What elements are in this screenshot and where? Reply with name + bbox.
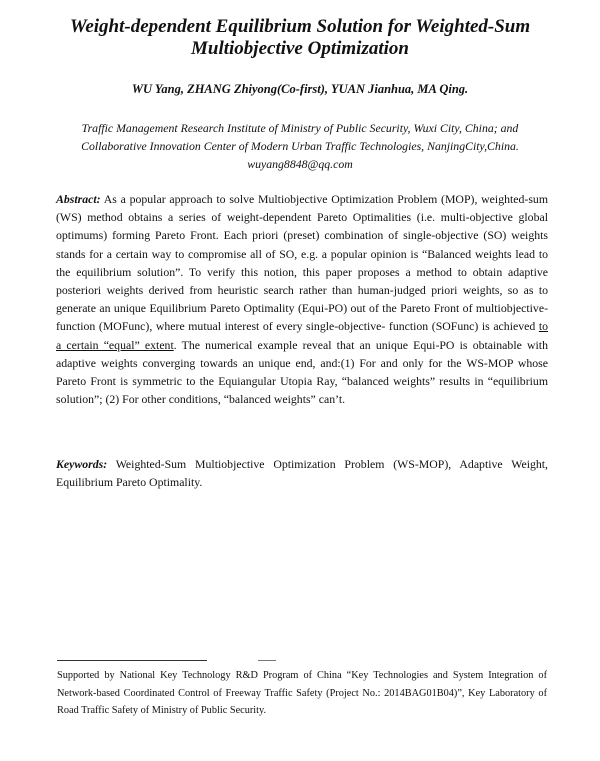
abstract-underlined-phrase: to a certain “equal” extent [56,319,548,352]
affiliation-block [40,119,560,173]
paper-title-line-2: Multiobjective Optimization [191,38,409,59]
keywords-text: Weighted-Sum Multiobjective Optimization Problem (WS-MOP), Adaptive Weight, Equilibrium Pareto Optimality. [56,457,548,490]
author-list: WU Yang, ZHANG Zhiyong(Co-first), YUAN Jianhua, MA Qing. [131,82,469,96]
abstract-text-part-1: As a popular approach to solve Multiobjective Optimization Problem (MOP), weighted-sum (WS) method obtains a series of weight-dependent Pareto Optimalities (i.e. multi-objective global optimums) forming Pareto Front. Each priori (preset) combination of single-objective (SO) weights stands for a certain way to compromise all of SO, e.g. a popular opinion is “Balanced weights lead to the equilibrium solution”. To verify this notion, this paper proposes a method to obtain adaptive posteriori weights derived from heuristic search rather than human-judged priori weights, so as to generate an unique Equilibrium Pareto Optimality (Equi-PO) out of the Pareto Front of multiobjective-function (MOFunc), where mutual interest of every single-objective- function (SOFunc) is achieved [56,192,548,334]
abstract-paragraph [56,190,548,408]
keywords-paragraph [56,455,548,491]
abstract-text-part-2: . The numerical example reveal that an unique Equi-PO is obtainable with adaptive weights converging towards an unique end, and:(1) For and only for the WS-MOP whose Pareto Front is symmetric to the Equiangular Utopia Ray, “balanced weights” results in “equilibrium solution”; (2) For other conditions, “balanced weights” can’t. [56,337,548,407]
author-email: wuyang8848@qq.com [247,157,353,171]
affiliation-line-1: Traffic Management Research Institute of Ministry of Public Security, Wuxi City, China; and [81,121,519,135]
funding-footnote: Supported by National Key Technology R&D Program of China “Key Technologies and System Integration of Network-based Coordinated Control of Freeway Traffic Safety (Project No.: 2014BAG01B04)”, Key Laboratory of Road Traffic Safety of Ministry of Public Security. [57,670,547,716]
affiliation-line-2: Collaborative Innovation Center of Modern Urban Traffic Technologies, NanjingCity,China. [81,139,519,153]
keywords-label: Keywords: [56,457,108,471]
footnote-separator [57,660,207,661]
paper-title [40,16,560,60]
paper-title-line-1: Weight-dependent Equilibrium Solution for Weighted-Sum [69,16,531,37]
footnote-separator-mark [258,660,276,661]
abstract-label: Abstract: [56,192,101,206]
